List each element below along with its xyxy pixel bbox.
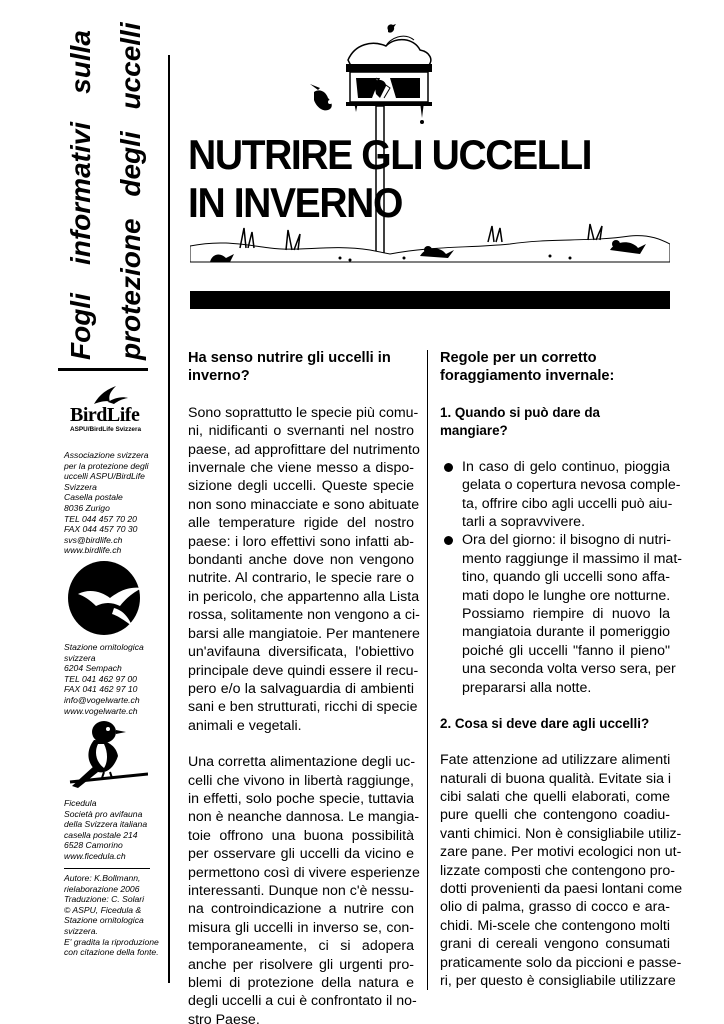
bullet-item [440,458,681,532]
text-line: permettono così di vivere esperienze [188,864,420,881]
text-line: alle temperature rigide del nostro [188,515,414,532]
text-line: naturali di buona qualità. Evitate sia i [440,770,672,787]
text-line: tarli a sopravvivere. [462,514,586,531]
right-paragraph [440,751,683,990]
address-line: 6204 Sempach [64,663,122,674]
text-line: principale deve quindi essere il recu- [188,662,419,679]
column-divider [427,350,428,990]
credits-divider [64,868,150,869]
address-line: Stazione ornitologica [64,642,144,652]
website-link[interactable]: www.birdlife.ch [64,545,122,556]
bullet-dot-icon [444,463,453,472]
text-line: pure quelli che contengono coadiu- [440,807,670,824]
text-line: anche per risolvere gli urgenti pro- [188,956,414,973]
left-column-heading [188,349,414,386]
address-line: Svizzera [64,481,97,492]
text-line: nutrite. Al contrario, le specie rare o [188,570,414,587]
heading-line: Regole per un corretto [440,350,597,366]
website-link[interactable]: www.vogelwarte.ch [64,705,138,716]
left-column [188,349,420,1024]
text-line: rossa, solitamente non vengono a ci- [188,607,420,624]
text-line: invernale che viene messo a dispo- [188,460,414,477]
text-line: sizione degli uccelli. Queste specie [188,478,414,495]
text-line: na controindicazione a nutrire con [188,901,414,918]
text-line: prepararsi alla notte. [462,679,592,696]
text-line: non sono minacciate e sono abituate [188,496,420,513]
text-line: toie offrono una buona possibilità [188,827,414,844]
heading-line: 1. Quando si può dare da [440,404,600,420]
address-line: 8036 Zurigo [64,502,110,513]
text-line: mangiatoia durante il pomeriggio [462,624,670,641]
address-line: Società pro avifauna [64,808,143,819]
text-line: barsi alle mangiatoie. Per mantenere [188,625,420,642]
sidebar-title-rule [58,368,148,371]
text-line: poiché gli uccelli "fanno il pieno" [462,642,670,659]
text-line: grani di cereali vengono consumati [440,936,670,953]
credits-line: © ASPU, Ficedula & [64,904,142,915]
vogelwarte-logo-icon [66,558,146,638]
credits-line: Autore: K.Bollmann, [64,873,141,883]
birdlife-address [64,450,160,556]
text-line: degli uccelli a cui è confrontato il no- [188,993,417,1010]
text-line: mento raggiunge il massimo il mat- [462,550,682,567]
vogelwarte-address [64,642,160,716]
text-line: un'avifauna diversificata, l'obiettivo [188,644,414,661]
heading-line: inverno? [188,368,250,385]
email-link[interactable]: svs@birdlife.ch [64,534,123,545]
text-line: per osservare gli uccelli da vicino e [188,846,414,863]
text-line: blemi di protezione della natura e [188,975,414,991]
address-line: Ficedula [64,798,97,808]
section2-heading: 2. Cosa si deve dare agli uccelli? [440,716,650,732]
text-line: paese: i loro effettivi sono infatti ab- [188,533,414,550]
address-line: Associazione svizzera [64,450,149,460]
text-line: Sono soprattutto le specie più comu- [188,404,419,421]
vertical-title-line1: Fogli informativi sulla [65,30,96,360]
text-line: ni, nidificanti o svernanti nel nostro [188,423,414,440]
credits-line: con citazione della fonte. [64,947,159,958]
website-link[interactable]: www.ficedula.ch [64,850,126,861]
birdlife-logo-subtext: ASPU/BirdLife Svizzera [70,426,142,433]
text-line: celli che vivono in libertà raggiunge, [188,772,414,789]
sidebar-vertical-divider [168,55,170,983]
section1-heading [440,404,670,440]
text-line: tino, quando gli uccelli sono affa- [462,569,670,586]
text-line: non è neanche dannosa. Le mangia- [188,809,420,826]
birdlife-logo-text: BirdLife [70,404,140,426]
heading-line: mangiare? [440,422,508,438]
text-line: una seconda volta verso sera, per [462,661,676,678]
address-line: svizzera [64,652,96,663]
bullet-item [440,531,682,697]
text-line: Possiamo riempire di nuovo la [462,606,670,623]
email-link[interactable]: info@vogelwarte.ch [64,694,140,705]
text-line: In caso di gelo continuo, pioggia [462,458,670,475]
text-line: interessanti. Dunque non c'è nessu- [188,882,414,899]
credits-line: Stazione ornitologica [64,915,144,926]
address-line: uccelli ASPU/BirdLife [64,471,145,482]
sidebar-vertical-title [56,22,156,360]
text-line: ta, offrire cibo agli uccelli può aiu- [462,495,673,512]
text-line: sani e ben strutturati, ricchi di specie [188,699,418,716]
address-line: FAX 044 457 70 30 [64,524,138,535]
text-line: in effetti, solo poche specie, tuttavia [188,790,414,807]
text-line: dotti provenienti da paesi lontani come [440,880,683,897]
birdlife-logo [64,384,154,444]
credits-line: rielaborazione 2006 [64,883,140,894]
ficedula-address [64,798,160,862]
credits-line: E' gradita la riproduzione [64,936,159,947]
text-line: bondanti anche dove non vengono [188,552,414,569]
text-line: in pericolo, che appartenno alla Lista [188,588,420,605]
left-paragraph-2 [188,753,420,1024]
text-line: stro Paese. [188,1011,260,1024]
text-line: lizzate composti che contengono pro- [440,862,676,879]
address-line: FAX 041 462 97 10 [64,684,138,695]
address-line: TEL 044 457 70 20 [64,513,137,524]
text-line: Ora del giorno: il bisogno di nutri- [462,532,671,549]
text-line: pero e/o la salvaguardia di ambienti [188,680,414,697]
heading-line: Ha senso nutrire gli uccelli in [188,350,391,366]
address-line: Casella postale [64,492,123,503]
text-line: vanti chimici. Non è consigliabile utiliz- [440,825,682,842]
credits-line: svizzera. [64,925,98,936]
title-bar [190,291,670,309]
bullet-dot-icon [444,536,453,545]
text-line: praticamente solo da piccioni e passe- [440,954,682,971]
right-column-heading [440,349,670,386]
text-line: Fate attenzione ad utilizzare alimenti [440,752,671,769]
title-line1: NUTRIRE GLI UCCELLI [188,131,592,178]
text-line: Una corretta alimentazione degli uc- [188,754,416,771]
credits-line: Traduzione: C. Solari [64,894,145,905]
address-line: casella postale 214 [64,829,138,840]
credits [64,873,160,958]
text-line: zare pane. Per motivi ecologici non ut- [440,844,682,861]
text-line: paese, ad approfittare del nutrimento [188,441,420,458]
right-column [440,349,683,990]
page-title [188,131,634,227]
text-line: animali e vegetali. [188,717,302,734]
address-line: TEL 041 462 97 00 [64,673,137,684]
text-line: olio di palma, grasso di cocco e ara- [440,899,670,916]
address-line: per la protezione degli [64,460,149,471]
text-line: gelata o copertura nevosa comple- [462,477,681,494]
address-line: della Svizzera italiana [64,819,148,830]
vertical-title-line2: protezione degli uccelli [115,22,146,360]
heading-line: foraggiamento invernale: [440,368,615,385]
ficedula-logo-icon [64,716,148,792]
text-line: cibi salati che quelli elaborati, come [440,788,670,805]
text-line: ri, per questo è consigliabile utilizzare [440,972,676,989]
text-line: mati dopo le lunghe ore notturne. [462,587,671,604]
title-line2: IN INVERNO [188,179,402,226]
text-line: chidi. Mi-scele che contengono molti [440,917,670,934]
text-line: misura gli uccelli in inverso se, con- [188,919,414,936]
text-line: temporaneamente, ci si adopera [188,938,414,955]
address-line: 6528 Camorino [64,840,123,851]
left-paragraph-1 [188,404,420,735]
